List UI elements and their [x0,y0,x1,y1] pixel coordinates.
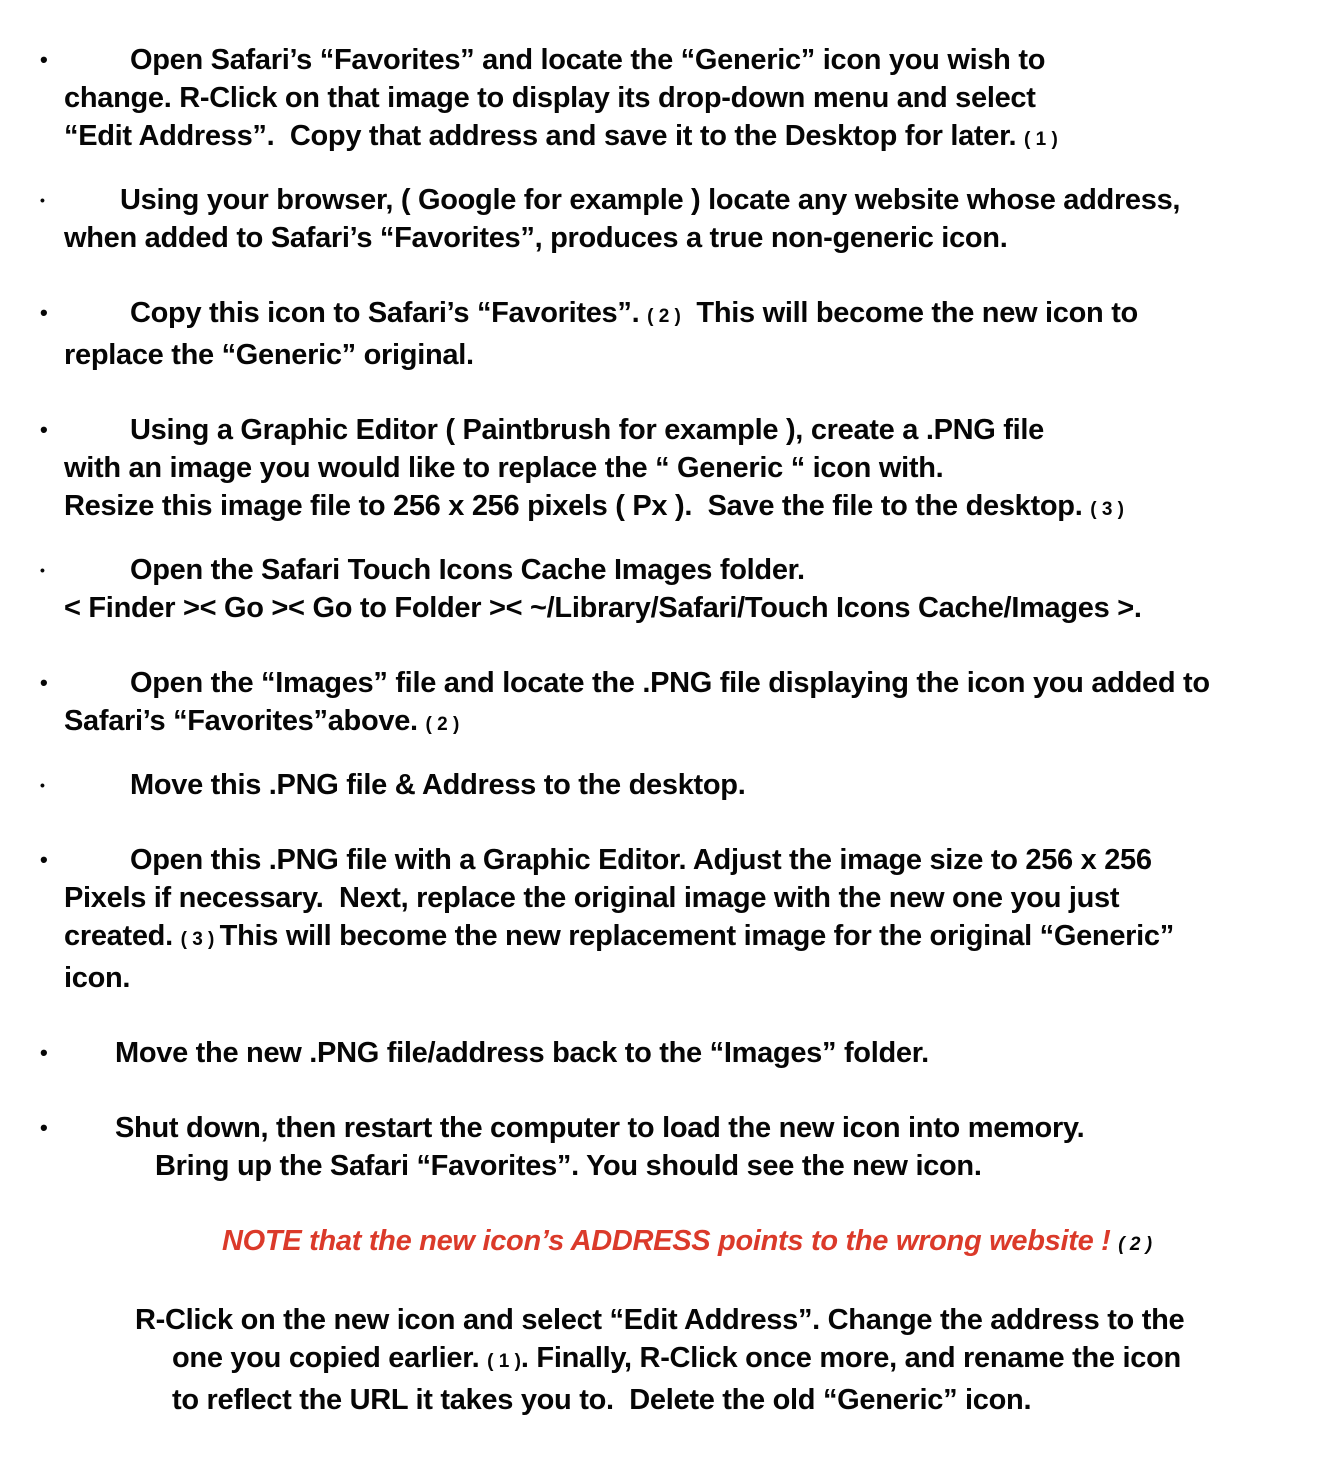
text-segment: Move this .PNG file & Address to the desktop. [130,769,746,801]
step-2 [0,181,1342,257]
bullet-marker: • [40,192,45,208]
text-line [0,1034,1342,1072]
text-segment: Using your browser, ( Google for example ) locate any website whose address, [120,184,1181,216]
bullet-marker: • [40,847,48,872]
text-segment: R-Click on the new icon and select “Edit Address”. Change the address to the [135,1304,1185,1336]
bullet-marker: • [40,47,48,72]
step-5 [0,551,1342,627]
text-segment: Open the Safari Touch Icons Cache Images folder. [130,554,805,586]
text-segment: Move the new .PNG file/address back to the “Images” folder. [115,1037,929,1069]
text-line [0,336,1342,374]
footnote-ref: ( 2 ) [647,306,681,327]
text-segment: replace the “Generic” original. [64,339,474,371]
step-4 [0,411,1342,529]
text-line [0,664,1342,702]
text-segment: < Finder >< Go >< Go to Folder >< ~/Library/Safari/Touch Icons Cache/Images >. [64,592,1142,624]
text-line [0,41,1342,79]
text-line [0,959,1342,997]
step-9 [0,1034,1342,1072]
text-line [0,219,1342,257]
text-segment: icon. [64,962,131,994]
bullet-marker: • [40,670,48,695]
step-1 [0,41,1342,159]
text-segment: to reflect the URL it takes you to. Delete the old “Generic” icon. [172,1384,1032,1416]
bullet-marker: • [40,562,45,578]
text-line [0,766,1342,804]
text-segment: Pixels if necessary. Next, replace the original image with the new one you just [64,882,1120,914]
footnote-ref: ( 2 ) [1118,1234,1153,1255]
text-line [0,917,1342,959]
bullet-marker: • [40,1040,48,1065]
text-line [0,449,1342,487]
text-segment: Resize this image file to 256 x 256 pixels ( Px ). Save the file to the desktop. [64,490,1091,522]
text-line [0,551,1342,589]
text-segment: NOTE that the new icon’s ADDRESS points to the wrong website ! [222,1225,1119,1257]
text-line [0,411,1342,449]
step-10 [0,1109,1342,1185]
footnote-ref: ( 1 ) [487,1351,521,1372]
text-line [0,1147,1342,1185]
bullet-marker: • [40,417,48,442]
text-segment: Open this .PNG file with a Graphic Editor. Adjust the image size to 256 x 256 [130,844,1152,876]
text-segment: change. R-Click on that image to display its drop-down menu and select [64,82,1036,114]
note-line [0,1222,1342,1264]
text-segment: Shut down, then restart the computer to load the new icon into memory. [115,1112,1085,1144]
text-segment: Bring up the Safari “Favorites”. You should see the new icon. [155,1150,982,1182]
text-segment: Using a Graphic Editor ( Paintbrush for example ), create a .PNG file [130,414,1044,446]
text-line [0,1301,1342,1339]
text-line [0,1109,1342,1147]
text-line [0,294,1342,336]
text-line [0,117,1342,159]
text-segment: Open Safari’s “Favorites” and locate the “Generic” icon you wish to [130,44,1046,76]
bullet-marker: • [40,777,45,793]
step-7 [0,766,1342,804]
text-segment: Open the “Images” file and locate the .PNG file displaying the icon you added to [130,667,1210,699]
step-6 [0,664,1342,744]
text-segment: created. [64,920,181,952]
text-line [0,79,1342,117]
text-line [0,589,1342,627]
footnote-ref: ( 3 ) [1090,499,1124,520]
text-line [0,1381,1342,1419]
text-segment: This will become the new replacement image for the original “Generic” [219,920,1174,952]
text-segment: Safari’s “Favorites”above. [64,705,426,737]
footnote-ref: ( 1 ) [1024,129,1058,150]
text-line [0,1222,1342,1264]
closing-paragraph [0,1301,1342,1419]
text-segment: This will become the new icon to [680,297,1138,329]
step-3 [0,294,1342,374]
bullet-marker: • [40,1115,48,1140]
text-segment: Copy this icon to Safari’s “Favorites”. [130,297,648,329]
text-line [0,181,1342,219]
text-segment: one you copied earlier. [172,1342,488,1374]
bullet-marker: • [40,300,48,325]
text-line [0,487,1342,529]
footnote-ref: ( 3 ) [180,929,220,950]
text-line [0,1339,1342,1381]
text-line [0,841,1342,879]
text-segment: . Finally, R-Click once more, and rename the icon [520,1342,1181,1374]
text-segment: “Edit Address”. Copy that address and save it to the Desktop for later. [64,120,1025,152]
text-segment: when added to Safari’s “Favorites”, produces a true non-generic icon. [64,222,1008,254]
text-line [0,702,1342,744]
text-line [0,879,1342,917]
text-segment: with an image you would like to replace the “ Generic “ icon with. [64,452,944,484]
footnote-ref: ( 2 ) [425,714,460,735]
step-8 [0,841,1342,997]
